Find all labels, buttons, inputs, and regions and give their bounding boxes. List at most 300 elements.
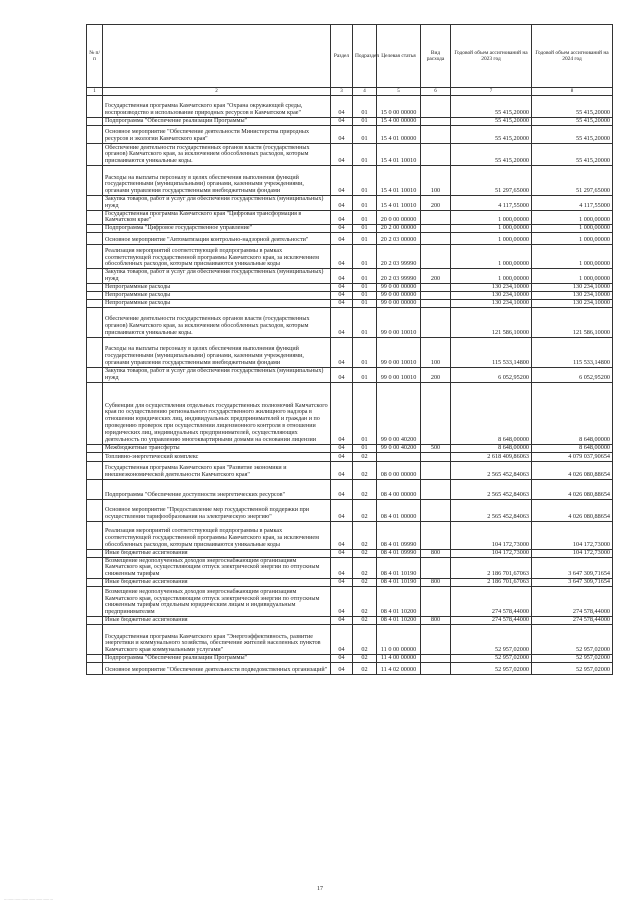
column-index: 5	[377, 88, 421, 96]
table-cell-section: 04	[331, 452, 353, 461]
table-row	[87, 225, 613, 233]
table-cell-2023: 2 618 409,86063	[451, 452, 532, 461]
table-row	[87, 196, 613, 211]
table-cell-num	[87, 283, 103, 291]
table-cell-name: Основное мероприятие "Предоставление мер государственной поддержки при осуществлении тарифообразования на электрическую энергию"	[103, 499, 331, 521]
table-cell-subsection: 02	[353, 557, 377, 578]
table-cell-2023: 6 052,95200	[451, 367, 532, 382]
table-cell-name: Подпрограмма "Цифровое государственное управление"	[103, 225, 331, 233]
table-row	[87, 499, 613, 521]
table-cell-name: Расходы на выплаты персоналу в целях обеспечения выполнения функций государственными (муниципальными) органами, казенными учреждениями, органами управления государственными внебюджетными фондами	[103, 337, 331, 367]
table-cell-2023: 4 117,55000	[451, 196, 532, 211]
table-cell-2023: 55 415,20000	[451, 96, 532, 118]
table-cell-expense-type	[421, 118, 451, 126]
table-cell-subsection: 01	[353, 337, 377, 367]
table-cell-expense-type	[421, 126, 451, 144]
header-target-item: Целевая статья	[377, 25, 421, 88]
column-index: 6	[421, 88, 451, 96]
table-cell-subsection: 01	[353, 291, 377, 299]
header-name	[103, 25, 331, 88]
table-row	[87, 118, 613, 126]
table-cell-num	[87, 166, 103, 196]
header-subsection: Подраздел	[353, 25, 377, 88]
table-cell-subsection: 01	[353, 210, 377, 225]
table-cell-2024: 1 000,00000	[532, 245, 613, 269]
column-index: 3	[331, 88, 353, 96]
table-cell-expense-type	[421, 662, 451, 674]
table-cell-target-item: 08 4 01 10200	[377, 586, 421, 616]
table-cell-name: Подпрограмма "Обеспечение реализации Программы"	[103, 118, 331, 126]
table-cell-2023: 52 957,02000	[451, 662, 532, 674]
table-cell-expense-type	[421, 461, 451, 479]
table-cell-2024: 55 415,20000	[532, 144, 613, 166]
table-cell-num	[87, 291, 103, 299]
table-cell-target-item: 99 0 00 00000	[377, 299, 421, 307]
table-cell-target-item: 08 4 01 10200	[377, 616, 421, 624]
table-cell-section: 04	[331, 245, 353, 269]
table-cell-subsection: 01	[353, 233, 377, 245]
table-cell-subsection: 02	[353, 662, 377, 674]
table-cell-name: Непрограммные расходы	[103, 291, 331, 299]
table-cell-target-item: 11 4 00 00000	[377, 654, 421, 662]
table-cell-2024: 52 957,02000	[532, 654, 613, 662]
table-cell-2023: 55 415,20000	[451, 144, 532, 166]
table-cell-target-item: 08 4 00 00000	[377, 479, 421, 499]
table-cell-2023: 52 957,02000	[451, 654, 532, 662]
table-row	[87, 479, 613, 499]
table-cell-expense-type	[421, 283, 451, 291]
table-cell-2024: 104 172,73000	[532, 521, 613, 549]
table-cell-section: 04	[331, 557, 353, 578]
table-cell-2024: 274 578,44000	[532, 616, 613, 624]
table-cell-name: Обеспечение деятельности государственных органов власти (государственных органов) Камчатского края, за исключением обособленных расходов, которым присваиваются уникальные коды.	[103, 144, 331, 166]
table-cell-num	[87, 662, 103, 674]
table-row	[87, 452, 613, 461]
table-cell-target-item: 99 0 00 10010	[377, 367, 421, 382]
header-section: Раздел	[331, 25, 353, 88]
table-cell-num	[87, 578, 103, 586]
table-cell-num	[87, 233, 103, 245]
table-cell-subsection: 01	[353, 144, 377, 166]
table-cell-section: 04	[331, 479, 353, 499]
table-cell-2023: 1 000,00000	[451, 245, 532, 269]
table-cell-subsection: 02	[353, 654, 377, 662]
table-cell-2023: 8 648,00000	[451, 444, 532, 452]
table-cell-name: Реализация мероприятий соответствующей подпрограммы в рамках соответствующей государственной программы Камчатского края, за исключением обособленных расходов, которым присваиваются уникальные коды	[103, 245, 331, 269]
table-cell-2024: 115 533,14800	[532, 337, 613, 367]
table-cell-2023: 274 578,44000	[451, 586, 532, 616]
table-cell-2023: 8 648,00000	[451, 382, 532, 444]
table-cell-target-item: 20 2 00 00000	[377, 225, 421, 233]
table-cell-subsection: 01	[353, 269, 377, 284]
table-cell-expense-type	[421, 245, 451, 269]
column-index: 2	[103, 88, 331, 96]
table-cell-expense-type: 100	[421, 337, 451, 367]
table-cell-2024: 3 647 309,71654	[532, 578, 613, 586]
table-cell-target-item: 20 2 03 99990	[377, 245, 421, 269]
column-index: 1	[87, 88, 103, 96]
table-cell-section: 04	[331, 578, 353, 586]
table-cell-expense-type	[421, 382, 451, 444]
table-cell-subsection: 01	[353, 96, 377, 118]
table-cell-2023: 2 565 452,84063	[451, 499, 532, 521]
table-cell-2023: 2 565 452,84063	[451, 461, 532, 479]
table-cell-name: Закупка товаров, работ и услуг для обеспечения государственных (муниципальных) нужд	[103, 269, 331, 284]
table-cell-num	[87, 126, 103, 144]
table-cell-2024: 130 234,10000	[532, 283, 613, 291]
table-cell-2024: 1 000,00000	[532, 225, 613, 233]
table-cell-expense-type	[421, 557, 451, 578]
column-index-row	[87, 88, 613, 96]
header-row	[87, 25, 613, 88]
table-cell-section: 04	[331, 166, 353, 196]
table-row	[87, 557, 613, 578]
table-row	[87, 126, 613, 144]
table-cell-2024: 52 957,02000	[532, 624, 613, 654]
table-cell-2024: 4 079 037,90654	[532, 452, 613, 461]
table-cell-section: 04	[331, 367, 353, 382]
table-cell-2023: 1 000,00000	[451, 269, 532, 284]
table-cell-name: Государственная программа Камчатского края "Охрана окружающей среды, воспроизводство и использование природных ресурсов в Камчатском крае"	[103, 96, 331, 118]
table-cell-expense-type	[421, 624, 451, 654]
table-cell-2024: 104 172,73000	[532, 549, 613, 557]
table-cell-2024: 1 000,00000	[532, 233, 613, 245]
table-row	[87, 461, 613, 479]
table-cell-section: 04	[331, 586, 353, 616]
table-cell-section: 04	[331, 521, 353, 549]
table-cell-expense-type	[421, 654, 451, 662]
table-cell-num	[87, 299, 103, 307]
table-cell-target-item: 15 4 01 10010	[377, 166, 421, 196]
table-cell-expense-type	[421, 299, 451, 307]
table-cell-num	[87, 210, 103, 225]
table-cell-section: 04	[331, 126, 353, 144]
table-cell-section: 04	[331, 291, 353, 299]
table-cell-2024: 121 586,10000	[532, 307, 613, 337]
table-cell-subsection: 02	[353, 578, 377, 586]
table-cell-section: 04	[331, 96, 353, 118]
table-cell-expense-type: 500	[421, 444, 451, 452]
table-cell-name: Иные бюджетные ассигнования	[103, 578, 331, 586]
table-cell-2023: 130 234,10000	[451, 291, 532, 299]
table-cell-target-item: 08 0 00 00000	[377, 461, 421, 479]
table-cell-name: Непрограммные расходы	[103, 283, 331, 291]
table-cell-expense-type: 200	[421, 367, 451, 382]
table-cell-section: 04	[331, 337, 353, 367]
table-cell-expense-type: 200	[421, 269, 451, 284]
table-cell-expense-type	[421, 586, 451, 616]
header-2024: Годовой объем ассигнований на 2024 год	[532, 25, 613, 88]
table-row	[87, 616, 613, 624]
table-cell-name: Возмещение недополученных доходов энергоснабжающим организациям Камчатского края, осуществляющим отпуск электрической энергии по отпускным сниженным тарифам	[103, 557, 331, 578]
table-cell-subsection: 01	[353, 118, 377, 126]
table-cell-expense-type: 800	[421, 549, 451, 557]
table-cell-expense-type	[421, 210, 451, 225]
table-cell-num	[87, 499, 103, 521]
table-row	[87, 578, 613, 586]
table-cell-2024: 1 000,00000	[532, 269, 613, 284]
table-cell-2024: 51 297,65000	[532, 166, 613, 196]
table-cell-2024: 4 117,55000	[532, 196, 613, 211]
table-cell-expense-type: 200	[421, 196, 451, 211]
table-cell-target-item: 20 2 03 99990	[377, 269, 421, 284]
table-row	[87, 521, 613, 549]
table-cell-section: 04	[331, 307, 353, 337]
table-row	[87, 144, 613, 166]
table-cell-subsection: 01	[353, 196, 377, 211]
header-2023: Годовой объем ассигнований на 2023 год	[451, 25, 532, 88]
table-cell-expense-type	[421, 521, 451, 549]
table-cell-expense-type	[421, 499, 451, 521]
table-cell-target-item: 08 4 01 00000	[377, 499, 421, 521]
table-cell-2024: 55 415,20000	[532, 126, 613, 144]
table-cell-2024: 8 648,00000	[532, 444, 613, 452]
table-cell-subsection: 02	[353, 461, 377, 479]
table-cell-num	[87, 245, 103, 269]
table-cell-2024: 55 415,20000	[532, 96, 613, 118]
table-cell-section: 04	[331, 118, 353, 126]
table-cell-subsection: 01	[353, 166, 377, 196]
table-cell-section: 04	[331, 444, 353, 452]
table-cell-target-item: 20 2 03 00000	[377, 233, 421, 245]
table-cell-section: 04	[331, 233, 353, 245]
table-cell-2023: 2 565 452,84063	[451, 479, 532, 499]
table-cell-target-item: 99 0 00 10010	[377, 307, 421, 337]
table-cell-2023: 104 172,73000	[451, 521, 532, 549]
table-cell-num	[87, 654, 103, 662]
column-index: 4	[353, 88, 377, 96]
table-cell-subsection: 01	[353, 245, 377, 269]
table-cell-expense-type: 800	[421, 578, 451, 586]
table-row	[87, 283, 613, 291]
table-cell-subsection: 01	[353, 126, 377, 144]
table-cell-name: Государственная программа Камчатского края "Цифровая трансформация в Камчатском крае"	[103, 210, 331, 225]
column-index: 7	[451, 88, 532, 96]
table-cell-2023: 274 578,44000	[451, 616, 532, 624]
table-row	[87, 166, 613, 196]
table-cell-num	[87, 307, 103, 337]
budget-allocation-table	[86, 24, 613, 675]
table-cell-2024: 6 052,95200	[532, 367, 613, 382]
table-cell-2023: 121 586,10000	[451, 307, 532, 337]
table-cell-section: 04	[331, 499, 353, 521]
header-num: № п/п	[87, 25, 103, 88]
table-cell-name: Основное мероприятие "Автоматизация контрольно-надзорной деятельности"	[103, 233, 331, 245]
table-cell-num	[87, 557, 103, 578]
table-row	[87, 96, 613, 118]
table-cell-name: Подпрограмма "Обеспечение доступности энергетических ресурсов"	[103, 479, 331, 499]
table-cell-section: 04	[331, 196, 353, 211]
table-cell-num	[87, 444, 103, 452]
table-cell-num	[87, 586, 103, 616]
table-cell-name: Закупка товаров, работ и услуг для обеспечения государственных (муниципальных) нужд	[103, 196, 331, 211]
table-cell-num	[87, 521, 103, 549]
table-row	[87, 291, 613, 299]
table-cell-section: 04	[331, 461, 353, 479]
table-cell-num	[87, 452, 103, 461]
table-cell-subsection: 01	[353, 283, 377, 291]
table-cell-2024: 55 415,20000	[532, 118, 613, 126]
table-cell-2024: 130 234,10000	[532, 291, 613, 299]
table-row	[87, 586, 613, 616]
table-cell-num	[87, 367, 103, 382]
table-cell-target-item: 15 4 01 00000	[377, 126, 421, 144]
table-cell-2024: 3 647 309,71654	[532, 557, 613, 578]
table-row	[87, 662, 613, 674]
table-cell-target-item: 99 0 00 40200	[377, 444, 421, 452]
table-row	[87, 367, 613, 382]
table-cell-target-item: 08 4 01 09990	[377, 549, 421, 557]
table-row	[87, 307, 613, 337]
table-cell-section: 04	[331, 616, 353, 624]
table-row	[87, 299, 613, 307]
table-cell-2024: 1 000,00000	[532, 210, 613, 225]
table-cell-name: Подпрограмма "Обеспечение реализации Программы"	[103, 654, 331, 662]
table-cell-target-item: 99 0 00 40200	[377, 382, 421, 444]
table-cell-target-item: 15 4 01 10010	[377, 144, 421, 166]
page-number: 17	[317, 886, 323, 892]
table-cell-name: Субвенции для осуществления отдельных государственных полномочий Камчатского края по осуществлению регионального государственного жилищного надзора в отношении юридических лиц, индивидуальных предпринимателей и граждан и по проведению проверок при осуществлении лицензионного контроля в отношении юридических лиц, индивидуальных предпринимателей, осуществляющих деятельность по управлению многоквартирными домами на основании лицензии	[103, 382, 331, 444]
table-cell-target-item: 08 4 01 10190	[377, 578, 421, 586]
table-cell-2024: 4 026 080,88654	[532, 461, 613, 479]
table-row	[87, 337, 613, 367]
header-expense-type: Вид расхода	[421, 25, 451, 88]
table-cell-expense-type	[421, 96, 451, 118]
table-row	[87, 382, 613, 444]
table-cell-target-item: 20 0 00 00000	[377, 210, 421, 225]
table-cell-num	[87, 96, 103, 118]
table-cell-2023: 2 186 701,67063	[451, 557, 532, 578]
table-cell-name: Расходы на выплаты персоналу в целях обеспечения выполнения функций государственными (муниципальными) органами, казенными учреждениями, органами управления государственными внебюджетными фондами	[103, 166, 331, 196]
table-cell-expense-type	[421, 479, 451, 499]
footer-mark: ··········································	[4, 898, 53, 902]
table-cell-subsection: 02	[353, 452, 377, 461]
table-cell-2023: 1 000,00000	[451, 210, 532, 225]
table-cell-subsection: 01	[353, 307, 377, 337]
table-row	[87, 210, 613, 225]
table-cell-section: 04	[331, 210, 353, 225]
table-cell-name: Основное мероприятие "Обеспечение деятельности подведомственных организаций"	[103, 662, 331, 674]
table-cell-subsection: 02	[353, 479, 377, 499]
table-row	[87, 269, 613, 284]
table-cell-subsection: 01	[353, 444, 377, 452]
table-cell-num	[87, 461, 103, 479]
table-cell-expense-type	[421, 144, 451, 166]
table-cell-expense-type: 800	[421, 616, 451, 624]
table-cell-subsection: 01	[353, 382, 377, 444]
table-cell-section: 04	[331, 225, 353, 233]
table-row	[87, 654, 613, 662]
table-cell-name: Реализация мероприятий соответствующей подпрограммы в рамках соответствующей государственной программы Камчатского края, за исключением обособленных расходов, которым присваиваются уникальные коды	[103, 521, 331, 549]
table-cell-section: 04	[331, 269, 353, 284]
table-cell-num	[87, 196, 103, 211]
table-cell-2023: 1 000,00000	[451, 233, 532, 245]
table-cell-2024: 130 234,10000	[532, 299, 613, 307]
table-cell-section: 04	[331, 283, 353, 291]
table-cell-subsection: 01	[353, 225, 377, 233]
table-cell-num	[87, 624, 103, 654]
column-index: 8	[532, 88, 613, 96]
table-cell-expense-type	[421, 291, 451, 299]
table-cell-subsection: 02	[353, 616, 377, 624]
table-row	[87, 233, 613, 245]
table-cell-name: Иные бюджетные ассигнования	[103, 616, 331, 624]
table-cell-expense-type	[421, 307, 451, 337]
table-row	[87, 549, 613, 557]
table-cell-name: Основное мероприятие "Обеспечение деятельности Министерства природных ресурсов и экологии Камчатского края"	[103, 126, 331, 144]
table-cell-2024: 274 578,44000	[532, 586, 613, 616]
table-cell-2023: 130 234,10000	[451, 283, 532, 291]
table-cell-2023: 52 957,02000	[451, 624, 532, 654]
table-cell-target-item: 15 0 00 00000	[377, 96, 421, 118]
table-cell-2023: 115 533,14800	[451, 337, 532, 367]
table-cell-target-item: 99 0 00 00000	[377, 283, 421, 291]
table-row	[87, 444, 613, 452]
table-cell-subsection: 02	[353, 521, 377, 549]
table-cell-section: 04	[331, 549, 353, 557]
table-cell-target-item: 11 4 02 00000	[377, 662, 421, 674]
table-row	[87, 624, 613, 654]
table-cell-num	[87, 118, 103, 126]
table-cell-num	[87, 479, 103, 499]
table-cell-2024: 4 026 080,88654	[532, 499, 613, 521]
table-cell-target-item: 15 4 01 10010	[377, 196, 421, 211]
table-cell-name: Топливно-энергетический комплекс	[103, 452, 331, 461]
table-cell-target-item: 99 0 00 00000	[377, 291, 421, 299]
table-cell-section: 04	[331, 144, 353, 166]
table-row	[87, 245, 613, 269]
table-cell-target-item: 11 0 00 00000	[377, 624, 421, 654]
table-cell-section: 04	[331, 624, 353, 654]
table-cell-2023: 51 297,65000	[451, 166, 532, 196]
table-cell-name: Непрограммные расходы	[103, 299, 331, 307]
table-cell-subsection: 01	[353, 367, 377, 382]
table-cell-name: Государственная программа Камчатского края "Энергоэффективность, развитие энергетики и коммунального хозяйства, обеспечение жителей населенных пунктов Камчатского края коммунальными услугами"	[103, 624, 331, 654]
table-cell-name: Возмещение недополученных доходов энергоснабжающим организациям Камчатского края, осуществляющим отпуск электрической энергии по отпускным сниженным тарифам отдельным юридическим лицам и индивидуальным предпринимателям	[103, 586, 331, 616]
table-cell-expense-type	[421, 225, 451, 233]
table-cell-section: 04	[331, 382, 353, 444]
table-cell-name: Обеспечение деятельности государственных органов власти (государственных органов) Камчатского края, за исключением обособленных расходов, которым присваиваются уникальные коды.	[103, 307, 331, 337]
table-cell-2024: 52 957,02000	[532, 662, 613, 674]
table-cell-name: Иные бюджетные ассигнования	[103, 549, 331, 557]
table-cell-2023: 2 186 701,67063	[451, 578, 532, 586]
table-cell-num	[87, 269, 103, 284]
table-cell-target-item: 99 0 00 10010	[377, 337, 421, 367]
table-cell-name: Закупка товаров, работ и услуг для обеспечения государственных (муниципальных) нужд	[103, 367, 331, 382]
table-cell-section: 04	[331, 654, 353, 662]
table-cell-section: 04	[331, 299, 353, 307]
table-cell-target-item: 15 4 00 00000	[377, 118, 421, 126]
table-cell-2023: 55 415,20000	[451, 126, 532, 144]
table-cell-num	[87, 549, 103, 557]
table-cell-subsection: 02	[353, 549, 377, 557]
table-cell-2023: 55 415,20000	[451, 118, 532, 126]
table-cell-num	[87, 382, 103, 444]
table-cell-target-item: 08 4 01 09990	[377, 521, 421, 549]
table-cell-section: 04	[331, 662, 353, 674]
table-cell-2024: 4 026 080,88654	[532, 479, 613, 499]
table-cell-num	[87, 225, 103, 233]
table-cell-subsection: 02	[353, 586, 377, 616]
table-cell-num	[87, 337, 103, 367]
table-cell-subsection: 02	[353, 624, 377, 654]
table-cell-subsection: 02	[353, 499, 377, 521]
table-cell-2023: 130 234,10000	[451, 299, 532, 307]
table-cell-expense-type: 100	[421, 166, 451, 196]
table-cell-subsection: 01	[353, 299, 377, 307]
table-cell-target-item: 08 4 01 10190	[377, 557, 421, 578]
table-cell-2023: 104 172,73000	[451, 549, 532, 557]
